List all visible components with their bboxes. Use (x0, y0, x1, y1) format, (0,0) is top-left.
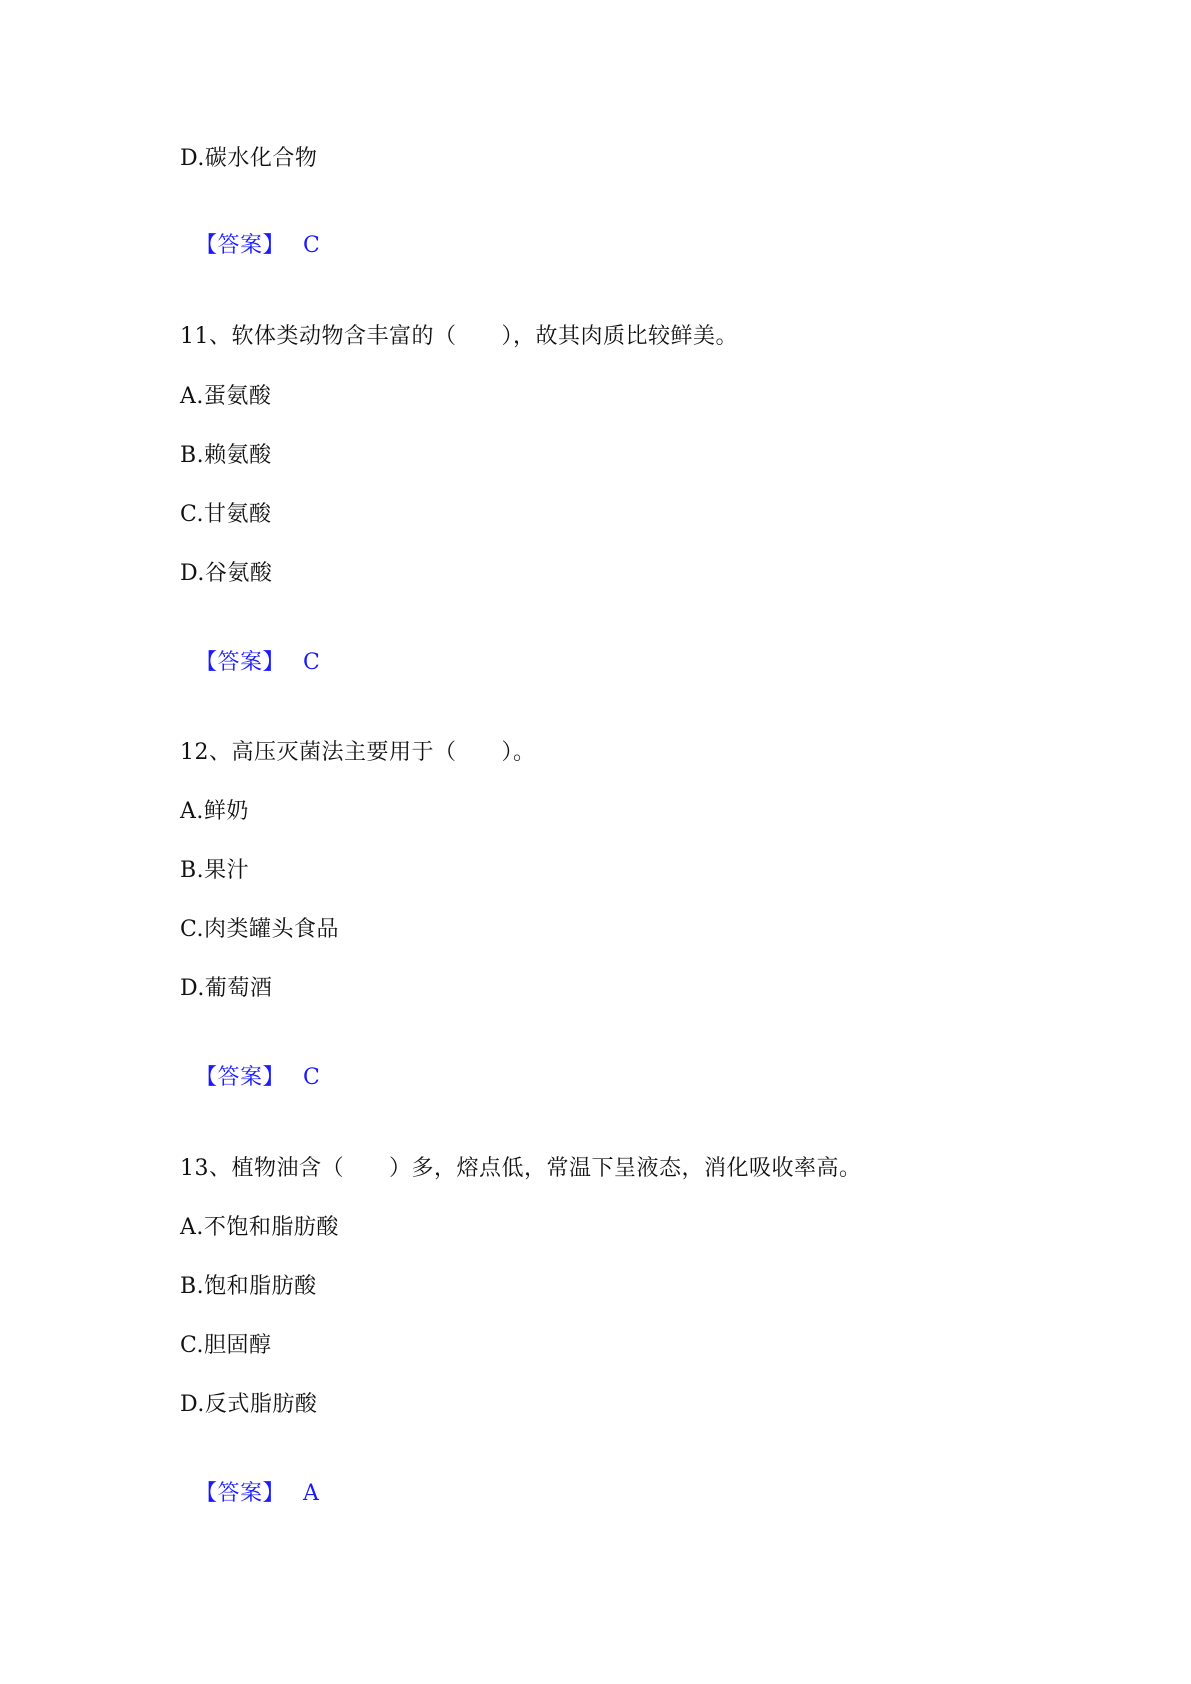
question-12-stem: 12、高压灭菌法主要用于（ ）。 (180, 740, 536, 765)
question-11-answer (180, 618, 320, 678)
answer-label: 【答案】 (195, 1481, 286, 1506)
question-13-option-a: A.不饱和脂肪酸 (180, 1215, 339, 1240)
question-11-option-c: C.甘氨酸 (180, 502, 272, 527)
question-13-option-c: C.胆固醇 (180, 1333, 272, 1358)
answer-value: C (303, 650, 321, 675)
question-11-option-d: D.谷氨酸 (180, 561, 273, 586)
question-12-option-c: C.肉类罐头食品 (180, 917, 340, 942)
question-13-option-d: D.反式脂肪酸 (180, 1392, 318, 1417)
question-12-answer (180, 1033, 320, 1093)
question-13-answer (180, 1449, 319, 1509)
answer-label: 【答案】 (195, 233, 286, 258)
answer-previous (180, 201, 320, 261)
question-11-option-a: A.蛋氨酸 (180, 384, 272, 409)
answer-label: 【答案】 (195, 1065, 286, 1090)
question-13-option-b: B.饱和脂肪酸 (180, 1274, 317, 1299)
question-13-stem: 13、植物油含（ ）多，熔点低，常温下呈液态，消化吸收率高。 (180, 1156, 862, 1181)
answer-value: A (303, 1481, 320, 1506)
option-d-previous: D.碳水化合物 (180, 146, 318, 171)
answer-label: 【答案】 (195, 650, 286, 675)
question-12-option-a: A.鲜奶 (180, 799, 249, 824)
question-11-option-b: B.赖氨酸 (180, 443, 272, 468)
question-12-option-b: B.果汁 (180, 858, 250, 883)
question-11-stem: 11、软体类动物含丰富的（ ），故其肉质比较鲜美。 (180, 324, 738, 349)
question-12-option-d: D.葡萄酒 (180, 976, 273, 1001)
answer-value: C (303, 1065, 321, 1090)
answer-value: C (303, 233, 321, 258)
